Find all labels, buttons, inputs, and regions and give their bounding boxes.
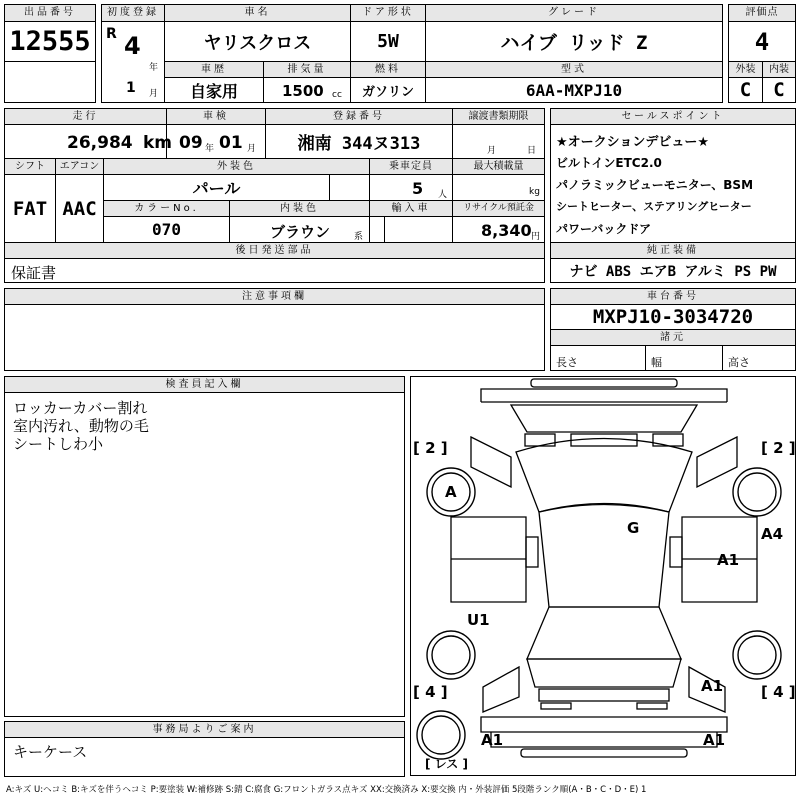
legend: A:キズ U:ヘコミ B:キズを伴うヘコミ P:要塗装 W:補修跡 S:錆 C:腐食 G:フロントガラス点キズ XX:交換済み X:要交換 内・外装評価 5段階ランク順(A・B・C・D・E) 1 <box>6 785 647 795</box>
interior-header: 内装 <box>762 61 796 78</box>
capacity-header: 乗車定員 <box>369 158 453 175</box>
int-color-header: 内装色 <box>229 200 370 217</box>
first-reg-header: 初度登録 <box>101 4 165 22</box>
import-header: 輸入車 <box>369 200 453 217</box>
inspection-header: 車検 <box>166 108 266 125</box>
plate-header: 登録番号 <box>265 108 453 125</box>
sales-point-3: パノラミックビューモニター、BSM <box>556 178 754 192</box>
capacity-box <box>369 174 453 201</box>
color-no-header: カラーNo. <box>103 200 230 217</box>
inspection-year-unit: 年 <box>205 144 215 154</box>
import-box-1 <box>369 216 385 243</box>
damage-mark-a1-right: A1 <box>717 551 740 569</box>
transfer-box <box>452 124 545 159</box>
max-load-unit: kg <box>529 187 540 197</box>
ext-color-blank <box>329 174 370 201</box>
shift-header: シフト <box>4 158 56 175</box>
inspector-line-2: 室内汚れ、動物の毛 <box>13 417 149 435</box>
tire-front-right-label: [ 2 ] <box>761 439 796 457</box>
spec-length-label: 長さ <box>556 356 578 369</box>
inspection-year: 09 <box>179 133 203 153</box>
mileage-box <box>4 124 173 159</box>
first-reg-box <box>101 21 165 103</box>
reg-month: 1 <box>126 80 136 96</box>
car-name-header: 車名 <box>164 4 351 22</box>
spec-length <box>550 345 646 371</box>
office-note: キーケース <box>13 743 88 761</box>
later-parts: 保証書 <box>11 264 57 282</box>
shift: FAT <box>4 174 56 243</box>
door-header: ドア形状 <box>350 4 426 22</box>
chassis-header: 車台番号 <box>550 288 796 305</box>
grade: ハイブ リッド Z <box>425 21 723 62</box>
tire-front-left-label: [ 2 ] <box>413 439 448 457</box>
tire-rear-left-label: [ 4 ] <box>413 683 448 701</box>
ext-color: パール <box>103 174 330 201</box>
max-load-header: 最大積載量 <box>452 158 545 175</box>
model-header: 型式 <box>425 61 723 78</box>
reg-month-unit: 月 <box>149 89 159 99</box>
door-type: 5W <box>350 21 426 62</box>
int-color-suffix: 系 <box>354 232 364 242</box>
capacity-unit: 人 <box>438 190 448 200</box>
damage-mark-a1-bottom-left: A1 <box>481 731 504 749</box>
specs-header: 諸元 <box>550 329 796 346</box>
damage-diagram <box>410 376 796 776</box>
spec-width-label: 幅 <box>651 356 662 369</box>
later-parts-box <box>4 258 545 283</box>
reg-year-unit: 年 <box>149 63 159 73</box>
car-name: ヤリスクロス <box>164 21 351 62</box>
recycle: 8,340 <box>481 221 532 240</box>
damage-mark-u1: U1 <box>467 611 490 629</box>
genuine: ナビ ABS エアB アルミ PS PW <box>550 258 796 283</box>
exterior-score: C <box>728 77 763 103</box>
displacement-box <box>263 77 351 103</box>
model: 6AA-MXPJ10 <box>425 77 723 103</box>
notes-header: 注意事項欄 <box>4 288 545 305</box>
sales-points-box <box>550 124 796 243</box>
genuine-header: 純正装備 <box>550 242 796 259</box>
tire-rear-right-label: [ 4 ] <box>761 683 796 701</box>
damage-mark-a4: A4 <box>761 525 784 543</box>
era: R <box>106 26 117 42</box>
recycle-header: リサイクル預託金 <box>452 200 545 217</box>
damage-mark-a1-rear-right: A1 <box>701 677 724 695</box>
inspector-box <box>4 392 405 717</box>
mileage-header: 走行 <box>4 108 167 125</box>
sales-point-2: ビルトインETC2.0 <box>556 156 662 170</box>
inspector-line-3: シートしわ小 <box>13 435 104 453</box>
notes-box <box>4 304 545 371</box>
lot-header: 出品番号 <box>4 4 96 22</box>
import-box-2 <box>384 216 453 243</box>
score: 4 <box>728 21 796 62</box>
interior-score: C <box>762 77 796 103</box>
lot-blank <box>4 61 96 103</box>
inspection-box <box>166 124 266 159</box>
transfer-day-unit: 日 <box>527 146 537 156</box>
inspection-month: 01 <box>219 133 243 153</box>
grade-header: グレード <box>425 4 723 22</box>
office-box <box>4 737 405 777</box>
sales-point-4: シートヒーター、ステアリングヒーター <box>556 200 752 213</box>
transfer-header: 譲渡書類期限 <box>452 108 545 125</box>
damage-mark-a1-bottom-right: A1 <box>703 731 726 749</box>
lot-number: 12555 <box>4 21 96 62</box>
fuel: ガソリン <box>350 77 426 103</box>
plate: 湘南 344ヌ313 <box>265 124 453 159</box>
car-outline <box>411 377 797 777</box>
office-header: 事務局よりご案内 <box>4 721 405 738</box>
inspection-month-unit: 月 <box>247 144 257 154</box>
later-parts-header: 後日発送部品 <box>4 242 545 259</box>
history-header: 車歴 <box>164 61 264 78</box>
capacity: 5 <box>412 179 424 198</box>
mileage-unit: km <box>143 133 173 153</box>
recycle-box <box>452 216 545 243</box>
displacement: 1500 <box>282 82 324 100</box>
color-no: 070 <box>103 216 230 243</box>
spare-tire-label: [ レス ] <box>425 757 468 771</box>
aircon-header: エアコン <box>55 158 104 175</box>
spec-height <box>722 345 796 371</box>
sales-points-header: セールスポイント <box>550 108 796 125</box>
exterior-header: 外装 <box>728 61 763 78</box>
recycle-unit: 円 <box>531 232 541 242</box>
damage-mark-a: A <box>445 483 457 501</box>
fuel-header: 燃料 <box>350 61 426 78</box>
int-color: ブラウン <box>270 223 331 241</box>
int-color-box <box>229 216 370 243</box>
inspector-header: 検査員記入欄 <box>4 376 405 393</box>
chassis: MXPJ10-3034720 <box>550 304 796 330</box>
displacement-header: 排気量 <box>263 61 351 78</box>
damage-mark-g: G <box>627 519 640 537</box>
sales-point-5: パワーバックドア <box>556 222 652 236</box>
transfer-month-unit: 月 <box>487 146 497 156</box>
history: 自家用 <box>164 77 264 103</box>
sales-point-1: ★オークションデビュー★ <box>556 135 710 150</box>
max-load-box <box>452 174 545 201</box>
spec-height-label: 高さ <box>728 356 750 369</box>
mileage: 26,984 <box>67 133 133 153</box>
displacement-unit: cc <box>332 90 342 100</box>
reg-year: 4 <box>124 32 141 60</box>
score-header: 評価点 <box>728 4 796 22</box>
inspector-line-1: ロッカーカバー割れ <box>13 399 148 417</box>
spec-width <box>645 345 723 371</box>
aircon: AAC <box>55 174 104 243</box>
ext-color-header: 外装色 <box>103 158 370 175</box>
